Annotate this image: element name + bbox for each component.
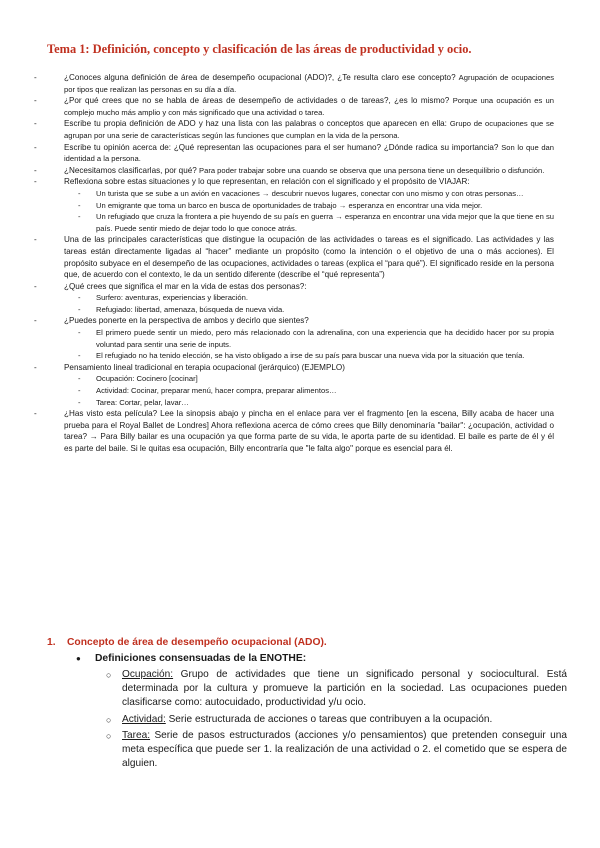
list-item: - ¿Has visto esta película? Lee la sinopsis abajo y pincha en el enlace para ver el fragmento [en la escena, Billy acaba de hacer una prueba para el Royal Ballet de Londres] Ahora reflexiona acerca de cómo crees que Billy denominaría "bailar": ¿ocupación, actividad o tarea? → Para Billy bailar es una ocupación ya que forma parte de su vida, le aporta parte de su identidad. El baile es parte de él y él es parte del baile. Si le quitas esa ocupación, Billy encontraría que "le falta algo" porque es esencial para él. xyxy=(64,408,554,454)
list-item: - Pensamiento lineal tradicional en terapia ocupacional (jerárquico) (EJEMPLO) xyxy=(64,362,554,374)
list-item: - ¿Por qué crees que no se habla de áreas de desempeño de actividades o de tareas?, ¿es lo mismo? Porque una ocupación es un complejo mucho más amplio y con más significado que una actividad o tarea. xyxy=(64,95,554,118)
list-item: - ¿Necesitamos clasificarlas, por qué? Para poder trabajar sobre una cuando se observa que una persona tiene un desequilibrio o disfunción. xyxy=(64,165,554,177)
sub-list-item: - Tarea: Cortar, pelar, lavar… xyxy=(96,397,554,409)
list-item: - ¿Qué crees que significa el mar en la vida de estas dos personas?: xyxy=(64,281,554,293)
sub-list-item: - El refugiado no ha tenido elección, se ha visto obligado a irse de su país para buscar una nueva vida por la situación que tenía. xyxy=(96,350,554,362)
section-heading: 1. Concepto de área de desempeño ocupacional (ADO). xyxy=(47,637,327,648)
page-title: Tema 1: Definición, concepto y clasificación de las áreas de productividad y ocio. xyxy=(47,42,472,56)
sub-list-item: - Un turista que se sube a un avión en vacaciones → descubrir nuevos lugares, conectar con uno mismo y con otras personas… xyxy=(96,188,554,200)
list-item: - Una de las principales características que distingue la ocupación de las actividades o tareas es el significado. Las actividades y las tareas están directamente ligadas al “hacer” mediante un propósito (como la intención o el objetivo de una o más acciones). El propósito subyace en el desempeño de las ocupaciones, actividades o tareas (explica el “para qué”). El significado reside en la persona que, de acuerdo con el contexto, le da un sentido diferente (describe el “qué representa”) xyxy=(64,234,554,280)
sub-list-item: - Un refugiado que cruza la frontera a pie huyendo de su país en guerra → esperanza en encontrar una vida mejor que la que tiene en su país. Puede sentir miedo de dejar todo lo que conoce atrás. xyxy=(96,211,554,234)
definition-term: Actividad: xyxy=(122,713,166,725)
definition-term: Ocupación: xyxy=(122,669,174,680)
sub-list-item: - Refugiado: libertad, amenaza, búsqueda de nueva vida. xyxy=(96,304,554,316)
sub-list-item: - Surfero: aventuras, experiencias y liberación. xyxy=(96,292,554,304)
list-item: - ¿Conoces alguna definición de área de desempeño ocupacional (ADO)?, ¿Te resulta claro ese concepto? Agrupación de ocupaciones por tipos que realizan las personas en su día a día. xyxy=(64,72,554,95)
sub-list-item: - Ocupación: Cocinero [cocinar] xyxy=(96,373,554,385)
sub-list-item: - El primero puede sentir un miedo, pero más relacionado con la adrenalina, con una experiencia que ha decidido hacer por su propia voluntad para sentir una serie de inputs. xyxy=(96,327,554,350)
sub-list-item: - Actividad: Cocinar, preparar menú, hacer compra, preparar alimentos… xyxy=(96,385,554,397)
question-list xyxy=(0,72,600,455)
list-item: - Escribe tu propia definición de ADO y haz una lista con las palabras o conceptos que aparecen en ella: Grupo de ocupaciones que se agrupan por una serie de características según las funciones que cumplan en la vida de la persona. xyxy=(64,118,554,141)
list-item: - ¿Puedes ponerte en la perspectiva de ambos y decirlo que sientes? xyxy=(64,315,554,327)
section-number: 1. xyxy=(47,637,56,648)
section-1 xyxy=(47,636,567,771)
definition-term: Tarea: xyxy=(122,729,151,741)
definition-item: ○ Ocupación: Grupo de actividades que tiene un significado personal y sociocultural. Está determinada por la cultura y promueve la partición en la sociedad. Las ocupaciones pueden clasificarse como: autocuidado, productividad y/u ocio. xyxy=(122,668,567,711)
definition-item: ○ Actividad: Serie estructurada de acciones o tareas que contribuyen a la ocupación. xyxy=(122,713,567,727)
list-item: - Reflexiona sobre estas situaciones y lo que representan, en relación con el significado y el propósito de VIAJAR: xyxy=(64,176,554,188)
list-item: - Escribe tu opinión acerca de: ¿Qué representan las ocupaciones para el ser humano? ¿Dónde radica su importancia? Son lo que dan identidad a la persona. xyxy=(64,142,554,165)
definition-item: ○ Tarea: Serie de pasos estructurados (acciones y/o pensamientos) que pretenden conseguir una meta específica que puede ser 1. la realización de una actividad o 2. el cometido que se espera de alguien. xyxy=(122,729,567,772)
sub-list-item: - Un emigrante que toma un barco en busca de oportunidades de trabajo → esperanza en encontrar una vida mejor. xyxy=(96,200,554,212)
bullet-heading: ● Definiciones consensuadas de la ENOTHE: xyxy=(47,652,567,666)
